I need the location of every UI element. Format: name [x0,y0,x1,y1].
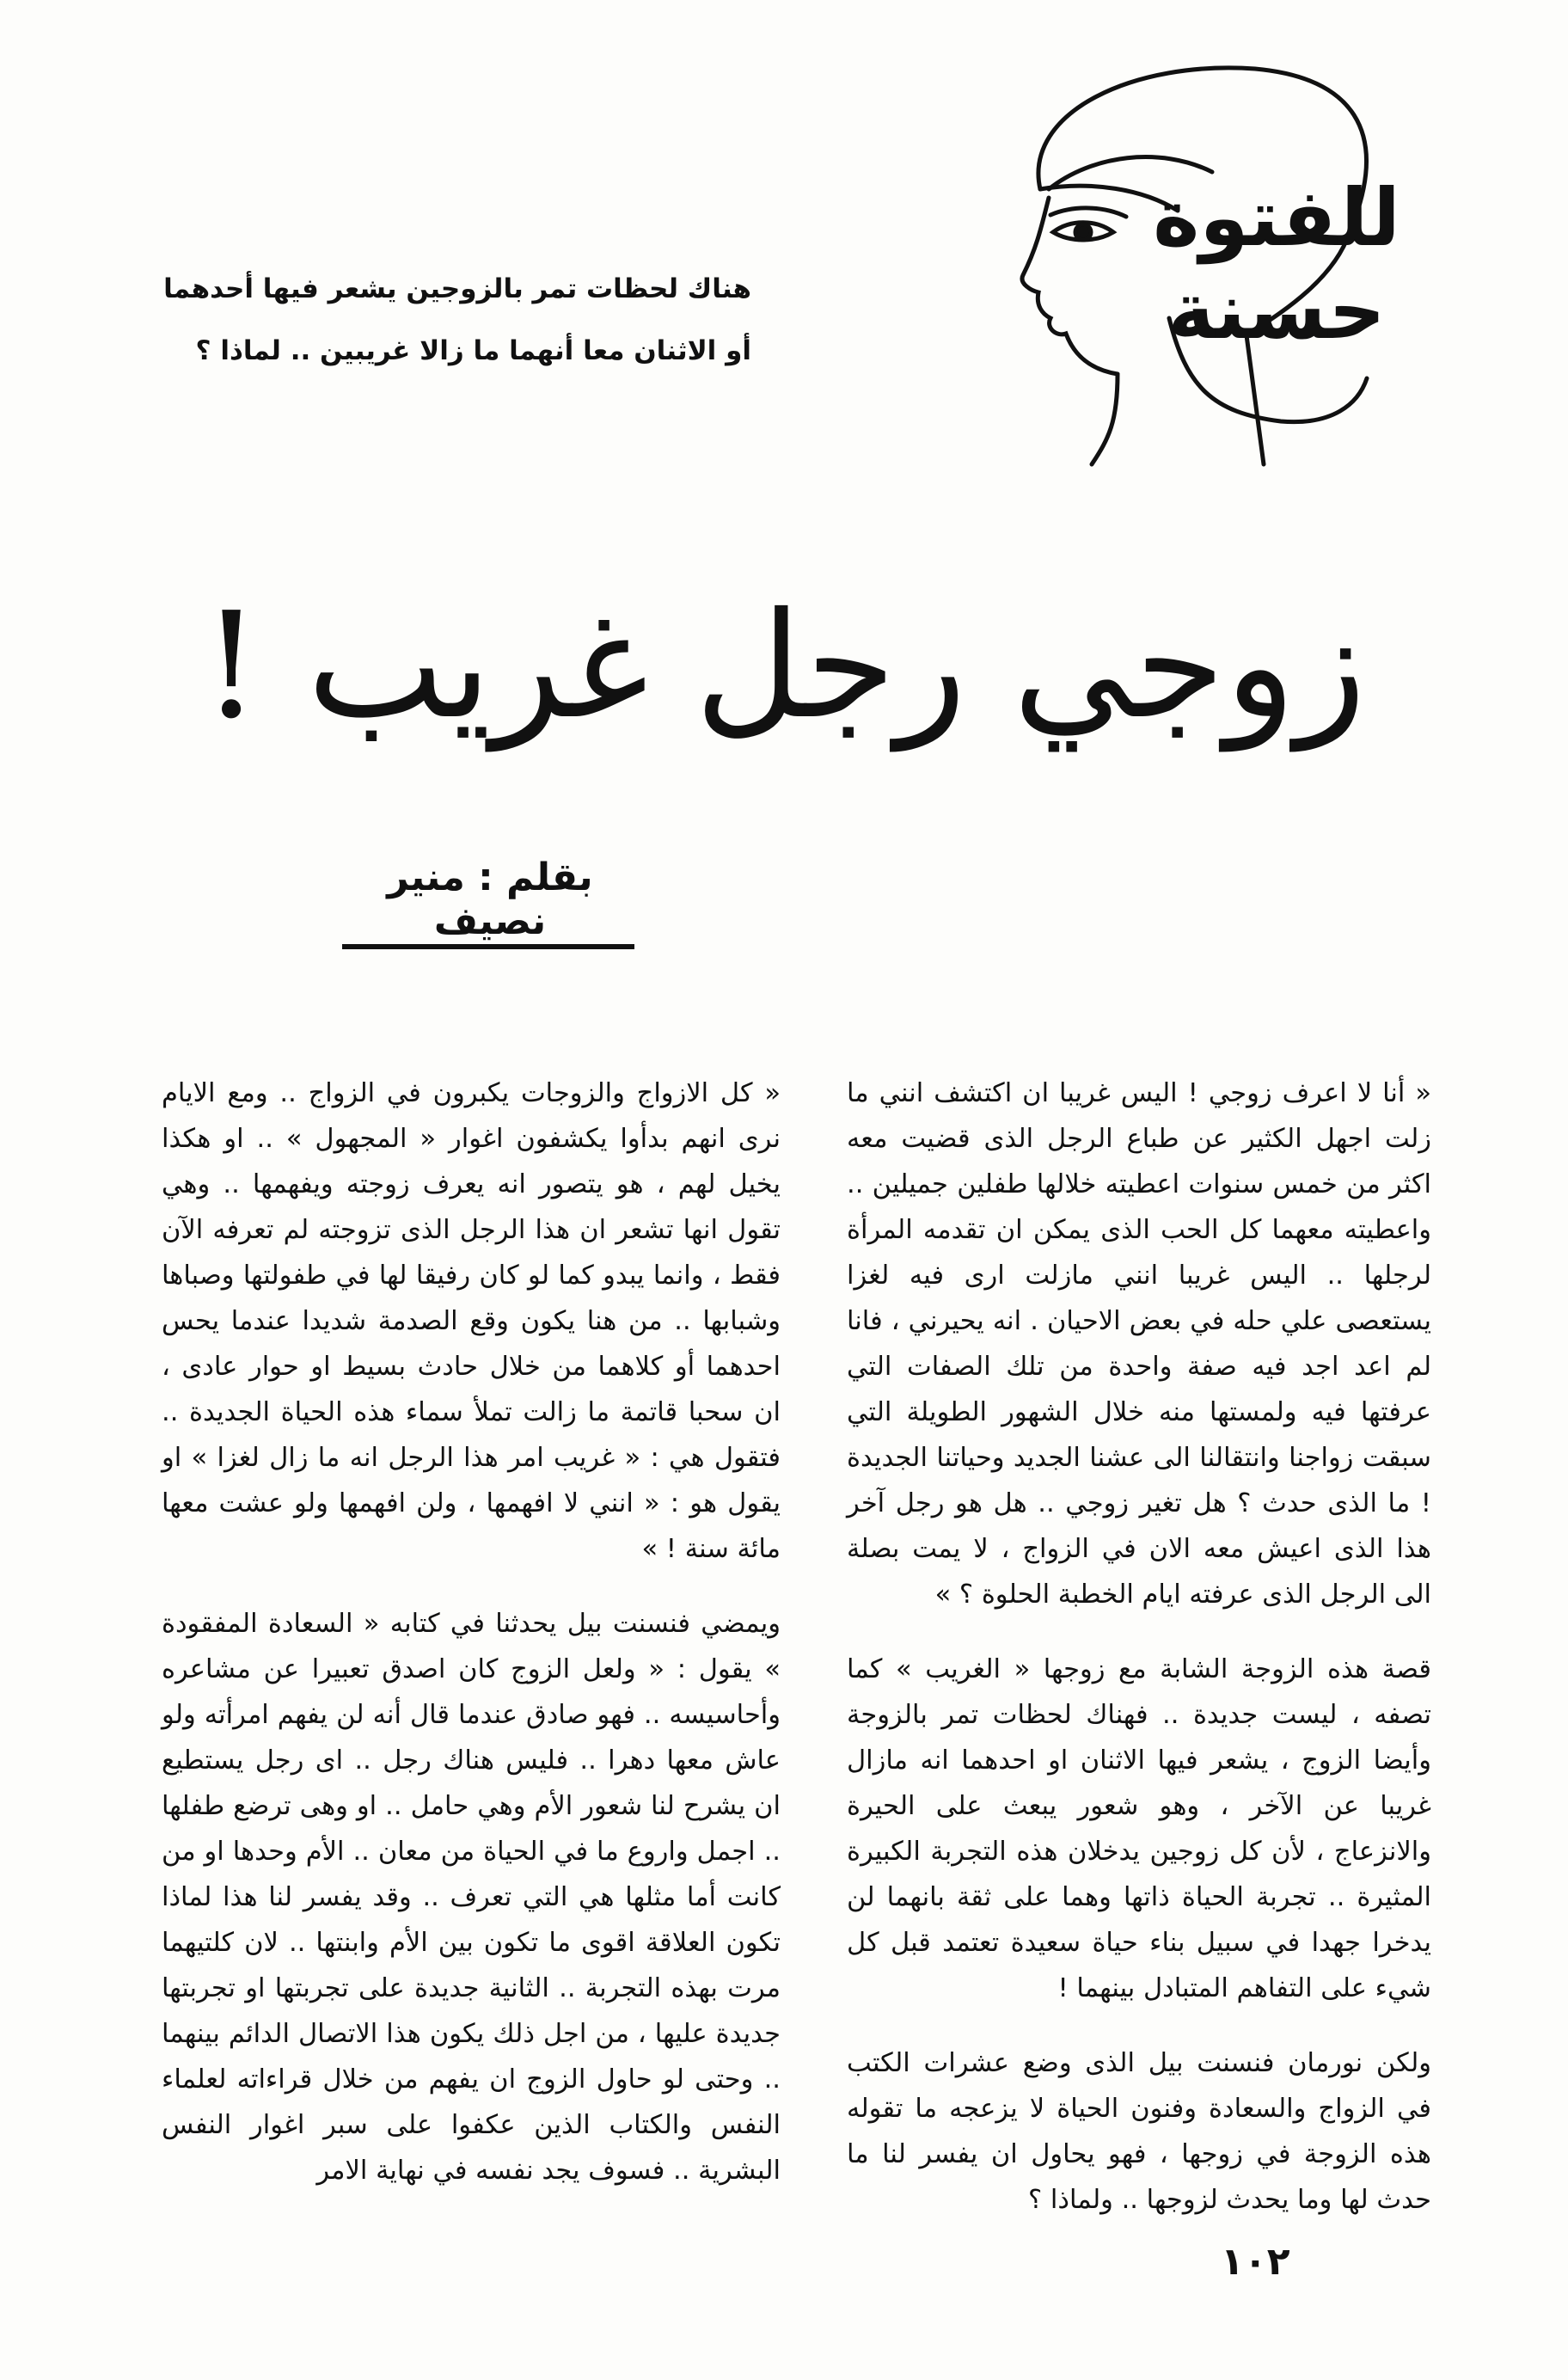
paragraph: « كل الازواج والزوجات يكبرون في الزواج .. ومع الايام نرى انهم بدأوا يكشفون اغوار « المجهول » .. او هكذا يخيل لهم ، هو يتصور انه يعرف زوجته ويفهمها .. وهي تقول انها تشعر ان هذا الرجل الذى تزوجته لم تعرفه الآن فقط ، وانما يبدو كما لو كان رفيقا لها في طفولتها وصباها وشبابها .. من هنا يكون وقع الصدمة شديدا عندما يحس احدهما أو كلاهما من خلال حادث بسيط او حوار عادى ، ان سحبا قاتمة ما زالت تملأ سماء هذه الحياة الجديدة .. فتقول هي : « غريب امر هذا الرجل انه ما زال لغزا » او يقول هو : « انني لا افهمها ، ولن افهمها ولو عشت معها مائة سنة ! » [162,1078,781,1564]
byline-underline [342,944,634,949]
article-column-left [162,1070,781,2223]
intro-line: هناك لحظات تمر بالزوجين يشعر فيها أحدهما [163,273,751,304]
paragraph: ولكن نورمان فنسنت بيل الذى وضع عشرات الكتب في الزواج والسعادة وفنون الحياة لا يزعجه ما تقوله هذه الزوجة في زوجها ، فهو يحاول ان يفسر لنا ما حدث لها وما يحدث لزوجها .. ولماذا ؟ [847,2048,1431,2215]
intro-line: أو الاثنان معا أنهما ما زالا غريبين .. لماذا ؟ [195,335,751,366]
column-logo-label: للفتوة حسنة [1153,172,1400,357]
paragraph: ويمضي فنسنت بيل يحدثنا في كتابه « السعادة المفقودة » يقول : « ولعل الزوج كان اصدق تعبيرا عن مشاعره وأحاسيسه .. فهو صادق عندما قال أنه لن يفهم امرأته ولو عاش معها دهرا .. فليس هناك رجل .. اى رجل يستطيع ان يشرح لنا شعور الأم وهي حامل .. او وهى ترضع طفلها .. اجمل واروع ما في الحياة من معان .. الأم وحدها او من كانت أما مثلها هي التي تعرف .. وقد يفسر لنا هذا لماذا تكون العلاقة اقوى ما تكون بين الأم وابنتها .. لان كلتيهما مرت بهذه التجربة .. الثانية جديدة على تجربتها او تجربتها جديدة عليها ، من اجل ذلك يكون هذا الاتصال الدائم بينهما .. وحتى لو حاول الزوج ان يفهم من خلال قراءاته لعلماء النفس والكتاب الذين عكفوا على سبر اغوار النفس البشرية .. فسوف يجد نفسه في نهاية الامر [162,1609,781,2186]
article-column-right [847,1070,1431,2252]
byline: بقلم : منير نصيف [387,856,593,943]
paragraph: « أنا لا اعرف زوجي ! اليس غريبا ان اكتشف انني ما زلت اجهل الكثير عن طباع الرجل الذى قضيت معه اكثر من خمس سنوات اعطيته خلالها طفلين جميلين .. واعطيته معهما كل الحب الذى يمكن ان تقدمه المرأة لرجلها .. اليس غريبا انني مازلت ارى فيه لغزا يستعصى علي حله في بعض الاحيان . انه يحيرني ، فانا لم اعد اجد فيه صفة واحدة من تلك الصفات التي عرفتها فيه ولمستها منه خلال الشهور الطويلة التي سبقت زواجنا وانتقالنا الى عشنا الجديد وحياتنا الجديدة ! ما الذى حدث ؟ هل تغير زوجي .. هل هو رجل آخر هذا الذى اعيش معه الان في الزواج ، لا يمت بصلة الى الرجل الذى عرفته ايام الخطبة الحلوة ؟ » [847,1078,1431,1610]
page-number: ١٠٢ [1221,2240,1290,2284]
intro-text [163,258,751,382]
paragraph: قصة هذه الزوجة الشابة مع زوجها « الغريب » كما تصفه ، ليست جديدة .. فهناك لحظات تمر بالزوجة وأيضا الزوج ، يشعر فيها الاثنان او احدهما انه مازال غريبا عن الآخر ، وهو شعور يبعث على الحيرة والانزعاج ، لأن كل زوجين يدخلان هذه التجربة الكبيرة المثيرة .. تجربة الحياة ذاتها وهما على ثقة بانهما لن يدخرا جهدا في سبيل بناء حياة سعيدة تعتمد قبل كل شيء على التفاهم المتبادل بينهما ! [847,1654,1431,2003]
article-title: زوجي رجل غريب ! [201,581,1367,751]
